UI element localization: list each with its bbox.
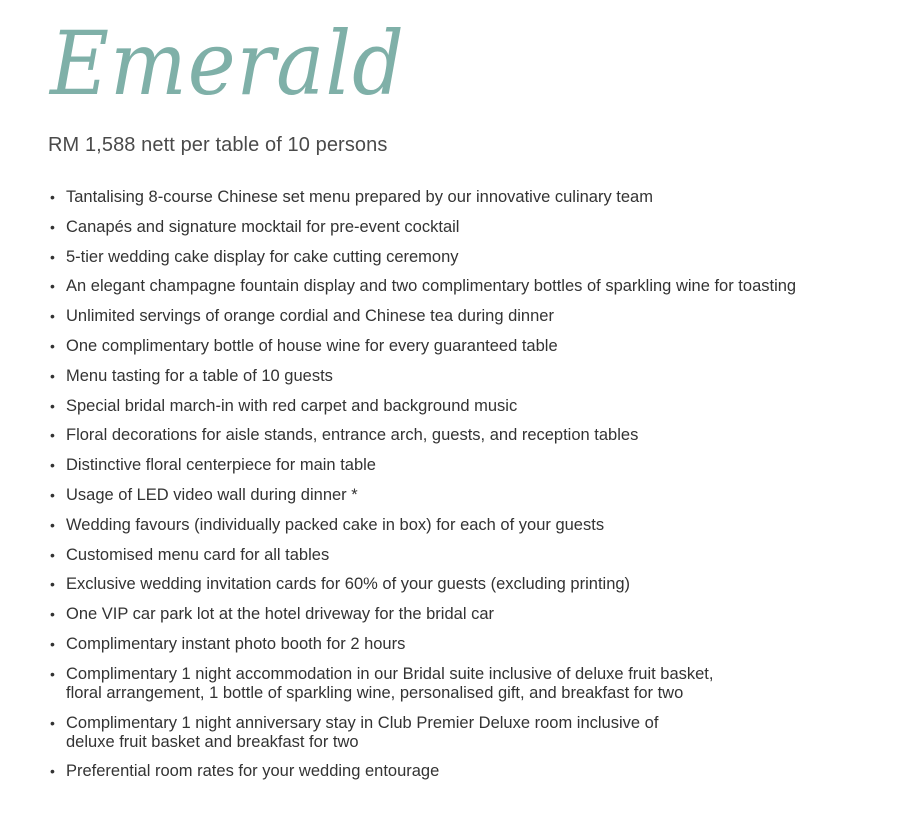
- feature-text: Special bridal march-in with red carpet and background music: [66, 396, 518, 415]
- list-item: [48, 307, 888, 326]
- feature-text: Complimentary 1 night accommodation in our Bridal suite inclusive of deluxe fruit basket, floral arrangement, 1 bottle of sparkling wine, personalised gift, and breakfast for two: [66, 664, 714, 702]
- list-item: [48, 605, 888, 624]
- list-item: [48, 337, 888, 356]
- feature-text: Usage of LED video wall during dinner *: [66, 485, 358, 504]
- feature-text: Tantalising 8-course Chinese set menu prepared by our innovative culinary team: [66, 188, 653, 206]
- bullet-icon: •: [50, 546, 55, 563]
- bullet-icon: •: [50, 606, 55, 623]
- feature-text: One VIP car park lot at the hotel driveway for the bridal car: [66, 605, 494, 624]
- bullet-icon: •: [50, 665, 55, 682]
- list-item: [48, 397, 888, 416]
- bullet-icon: •: [50, 516, 55, 533]
- bullet-icon: •: [50, 218, 55, 235]
- feature-text: One complimentary bottle of house wine for every guaranteed table: [66, 336, 558, 355]
- bullet-icon: •: [50, 427, 55, 444]
- feature-text: 5-tier wedding cake display for cake cutting ceremony: [66, 247, 459, 266]
- list-item: [48, 516, 888, 535]
- feature-list: [48, 188, 888, 792]
- list-item: [48, 188, 888, 207]
- list-item: [48, 218, 888, 237]
- bullet-icon: •: [50, 635, 55, 652]
- bullet-icon: •: [50, 457, 55, 474]
- bullet-icon: •: [50, 248, 55, 265]
- bullet-icon: •: [50, 714, 55, 731]
- list-item: [48, 426, 888, 445]
- bullet-icon: •: [50, 337, 55, 354]
- feature-text: Preferential room rates for your wedding entourage: [66, 762, 440, 781]
- bullet-icon: •: [50, 763, 55, 780]
- list-item: [48, 762, 888, 781]
- package-title: Emerald: [50, 12, 405, 115]
- bullet-icon: •: [50, 576, 55, 593]
- bullet-icon: •: [50, 278, 55, 295]
- feature-text: Complimentary 1 night anniversary stay in Club Premier Deluxe room inclusive of deluxe fruit basket and breakfast for two: [66, 713, 659, 751]
- bullet-icon: •: [50, 367, 55, 384]
- feature-text: Exclusive wedding invitation cards for 60% of your guests (excluding printing): [66, 575, 631, 594]
- bullet-icon: •: [50, 397, 55, 414]
- feature-text: Complimentary instant photo booth for 2 hours: [66, 634, 406, 653]
- feature-text: Distinctive floral centerpiece for main table: [66, 456, 376, 475]
- package-price: RM 1,588 nett per table of 10 persons: [48, 134, 388, 156]
- bullet-icon: •: [50, 486, 55, 503]
- feature-text: Menu tasting for a table of 10 guests: [66, 366, 333, 385]
- list-item: [48, 456, 888, 475]
- bullet-icon: •: [50, 189, 55, 205]
- list-item: [48, 714, 888, 752]
- feature-text: Customised menu card for all tables: [66, 545, 330, 564]
- list-item: [48, 665, 888, 703]
- feature-text: Wedding favours (individually packed cake in box) for each of your guests: [66, 515, 605, 534]
- list-item: [48, 486, 888, 505]
- list-item: [48, 248, 888, 267]
- feature-text: Floral decorations for aisle stands, entrance arch, guests, and reception tables: [66, 426, 639, 445]
- list-item: [48, 635, 888, 654]
- list-item: [48, 277, 888, 296]
- list-item: [48, 575, 888, 594]
- list-item: [48, 367, 888, 386]
- list-item: [48, 546, 888, 565]
- bullet-icon: •: [50, 308, 55, 325]
- feature-text: Canapés and signature mocktail for pre-event cocktail: [66, 217, 460, 236]
- feature-text: An elegant champagne fountain display and two complimentary bottles of sparkling wine for toasting: [66, 277, 797, 296]
- feature-text: Unlimited servings of orange cordial and Chinese tea during dinner: [66, 307, 554, 326]
